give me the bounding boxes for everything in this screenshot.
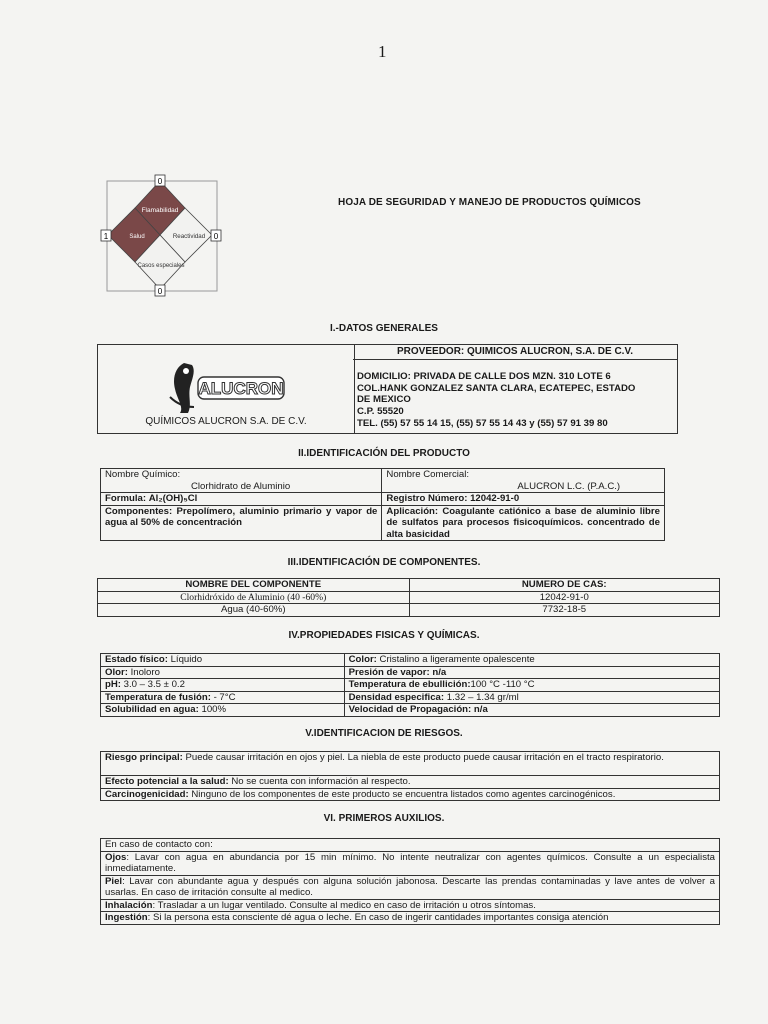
- company-name: QUÍMICOS ALUCRON S.A. DE C.V.: [145, 416, 307, 427]
- section-heading-first-aid: VI. PRIMEROS AUXILIOS.: [323, 813, 445, 824]
- trade-name-label: Nombre Comercial:: [386, 469, 470, 480]
- table-row: [98, 604, 720, 617]
- property-label: Color:: [348, 654, 377, 665]
- nfpa-hazard-diamond: [100, 172, 225, 298]
- formula: Al₂(OH)₅Cl: [148, 493, 198, 504]
- properties-table: [100, 653, 720, 717]
- component-cas: 12042-91-0: [409, 591, 719, 604]
- table-row: [101, 654, 720, 667]
- property-label: pH:: [105, 679, 121, 690]
- property-label: Estado físico:: [105, 654, 168, 665]
- section-heading-general: I.-DATOS GENERALES: [330, 323, 438, 334]
- table-row: [101, 691, 720, 704]
- component-header-name: NOMBRE DEL COMPONENTE: [185, 579, 322, 590]
- address-line-1: DOMICILIO: PRIVADA DE CALLE DOS MZN. 310 LOTE 6: [357, 371, 611, 382]
- health-label: Salud: [129, 234, 145, 240]
- general-data-box: [97, 344, 355, 434]
- inhalation-label: Inhalación: [105, 899, 153, 911]
- components-text: Prepolímero, aluminio primario y vapor de agua al 50% de concentración: [105, 505, 378, 528]
- special-label: Casos especiales: [137, 263, 185, 269]
- main-risk-text: Puede causar irritación en ojos y piel. La niebla de este producto puede causar irritación en el tracto respiratorio.: [182, 752, 664, 763]
- table-row: [101, 679, 720, 692]
- components-label: Componentes:: [105, 505, 173, 517]
- application-label: Aplicación:: [386, 505, 439, 517]
- inhalation-text: : Trasladar a un lugar ventilado. Consulte al medico en caso de irritación u otros síntomas.: [152, 899, 536, 911]
- table-row: [101, 704, 720, 717]
- property-value: n/a: [471, 704, 488, 715]
- health-effect-text: No se cuenta con información al respecto.: [228, 776, 411, 787]
- first-aid-header: En caso de contacto con:: [105, 839, 213, 850]
- property-label: Temperatura de ebullición:: [348, 679, 471, 690]
- application-text: Coagulante catiónico a base de aluminio libre de sulfatos para procesos fisicoquímicos. concentrado de alta basicidad: [386, 505, 660, 540]
- postal-code: C.P. 55520: [357, 406, 404, 418]
- skin-text: : Lavar con abundante agua y después con alguna solución jabonosa. Descarte las prendas contaminadas y lave antes de volver a usarlas. En caso de irritación consulte al medico.: [105, 875, 715, 898]
- flammability-value: 0: [157, 177, 163, 186]
- property-value: 3.0 – 3.5 ± 0.2: [120, 679, 185, 690]
- property-value: Cristalino a ligeramente opalescente: [376, 654, 535, 665]
- section-heading-risks: V.IDENTIFICACION DE RIESGOS.: [305, 728, 463, 739]
- eyes-label: Ojos: [105, 851, 127, 863]
- provider-name: PROVEEDOR: QUIMICOS ALUCRON, S.A. DE C.V.: [353, 345, 677, 360]
- first-aid-table: [100, 838, 720, 925]
- formula-label: Formula:: [105, 493, 147, 504]
- component-name: Agua (40-60%): [98, 604, 410, 617]
- carcinogenicity-text: Ninguno de los componentes de este producto se encuentra listados como agentes carcinogénicos.: [188, 788, 616, 800]
- property-value: - 7°C: [210, 691, 236, 703]
- logo-text: ALUCRON: [198, 379, 284, 398]
- chem-name: Clorhidrato de Aluminio: [191, 480, 291, 492]
- section-heading-components: III.IDENTIFICACIÓN DE COMPONENTES.: [287, 557, 481, 568]
- skin-label: Piel: [105, 875, 123, 887]
- page-number: 1: [378, 42, 387, 61]
- property-value: Líquido: [167, 654, 203, 665]
- property-label: Presión de vapor:: [348, 666, 430, 678]
- property-label: Olor:: [105, 666, 128, 678]
- property-label: Solubilidad en agua:: [105, 704, 199, 715]
- component-header-cas: NUMERO DE CAS:: [521, 579, 607, 590]
- table-row: [98, 591, 720, 604]
- component-name: Clorhidróxido de Aluminio (40 -60%): [98, 591, 410, 604]
- product-table: [100, 468, 665, 541]
- trade-name: ALUCRON L.C. (P.A.C.): [517, 480, 621, 492]
- section-heading-product: II.IDENTIFICACIÓN DEL PRODUCTO: [298, 448, 470, 459]
- registry-number: Registro Número: 12042-91-0: [386, 493, 520, 504]
- table-row: [101, 666, 720, 679]
- chem-name-label: Nombre Químico:: [105, 469, 181, 480]
- property-label: Temperatura de fusión:: [105, 691, 211, 703]
- section-heading-properties: IV.PROPIEDADES FISICAS Y QUÍMICAS.: [288, 630, 480, 641]
- special-value: 0: [157, 287, 163, 296]
- alucron-logo: [162, 357, 292, 417]
- property-label: Densidad especifica:: [348, 691, 445, 703]
- document-title: HOJA DE SEGURIDAD Y MANEJO DE PRODUCTOS QUÍMICOS: [338, 197, 641, 208]
- ingestion-label: Ingestión: [105, 912, 148, 923]
- property-value: n/a: [429, 666, 447, 678]
- property-value: 1.32 – 1.34 gr/ml: [444, 691, 519, 703]
- property-label: Velocidad de Propagación:: [348, 704, 472, 715]
- address-line-2: COL.HANK GONZALEZ SANTA CLARA, ECATEPEC, ESTADO: [357, 382, 636, 394]
- property-value: Inoloro: [127, 666, 160, 678]
- provider-box: [353, 344, 678, 434]
- carcinogenicity-label: Carcinogenicidad:: [105, 788, 189, 800]
- components-table: [97, 578, 720, 617]
- health-effect-label: Efecto potencial a la salud:: [105, 776, 229, 787]
- risks-table: [100, 751, 720, 801]
- property-value: 100 °C -110 °C: [470, 679, 535, 690]
- component-cas: 7732-18-5: [409, 604, 719, 617]
- address-line-3: DE MEXICO: [357, 394, 411, 406]
- reactivity-label: Reactividad: [172, 233, 206, 240]
- property-value: 100%: [198, 704, 227, 715]
- flammability-label: Flamabilidad: [141, 207, 179, 214]
- ingestion-text: : Si la persona esta consciente dé agua o leche. En caso de ingerir cantidades importantes consiga atención: [147, 912, 609, 923]
- telephone: TEL. (55) 57 55 14 15, (55) 57 55 14 43 y (55) 57 91 39 80: [357, 417, 608, 429]
- main-risk-label: Riesgo principal:: [105, 752, 183, 763]
- eyes-text: : Lavar con agua en abundancia por 15 min mínimo. No intente neutralizar con agentes químicos. Consulte a un especialista inmediatamente.: [105, 851, 715, 874]
- health-value: 1: [103, 232, 109, 241]
- reactivity-value: 0: [213, 232, 219, 241]
